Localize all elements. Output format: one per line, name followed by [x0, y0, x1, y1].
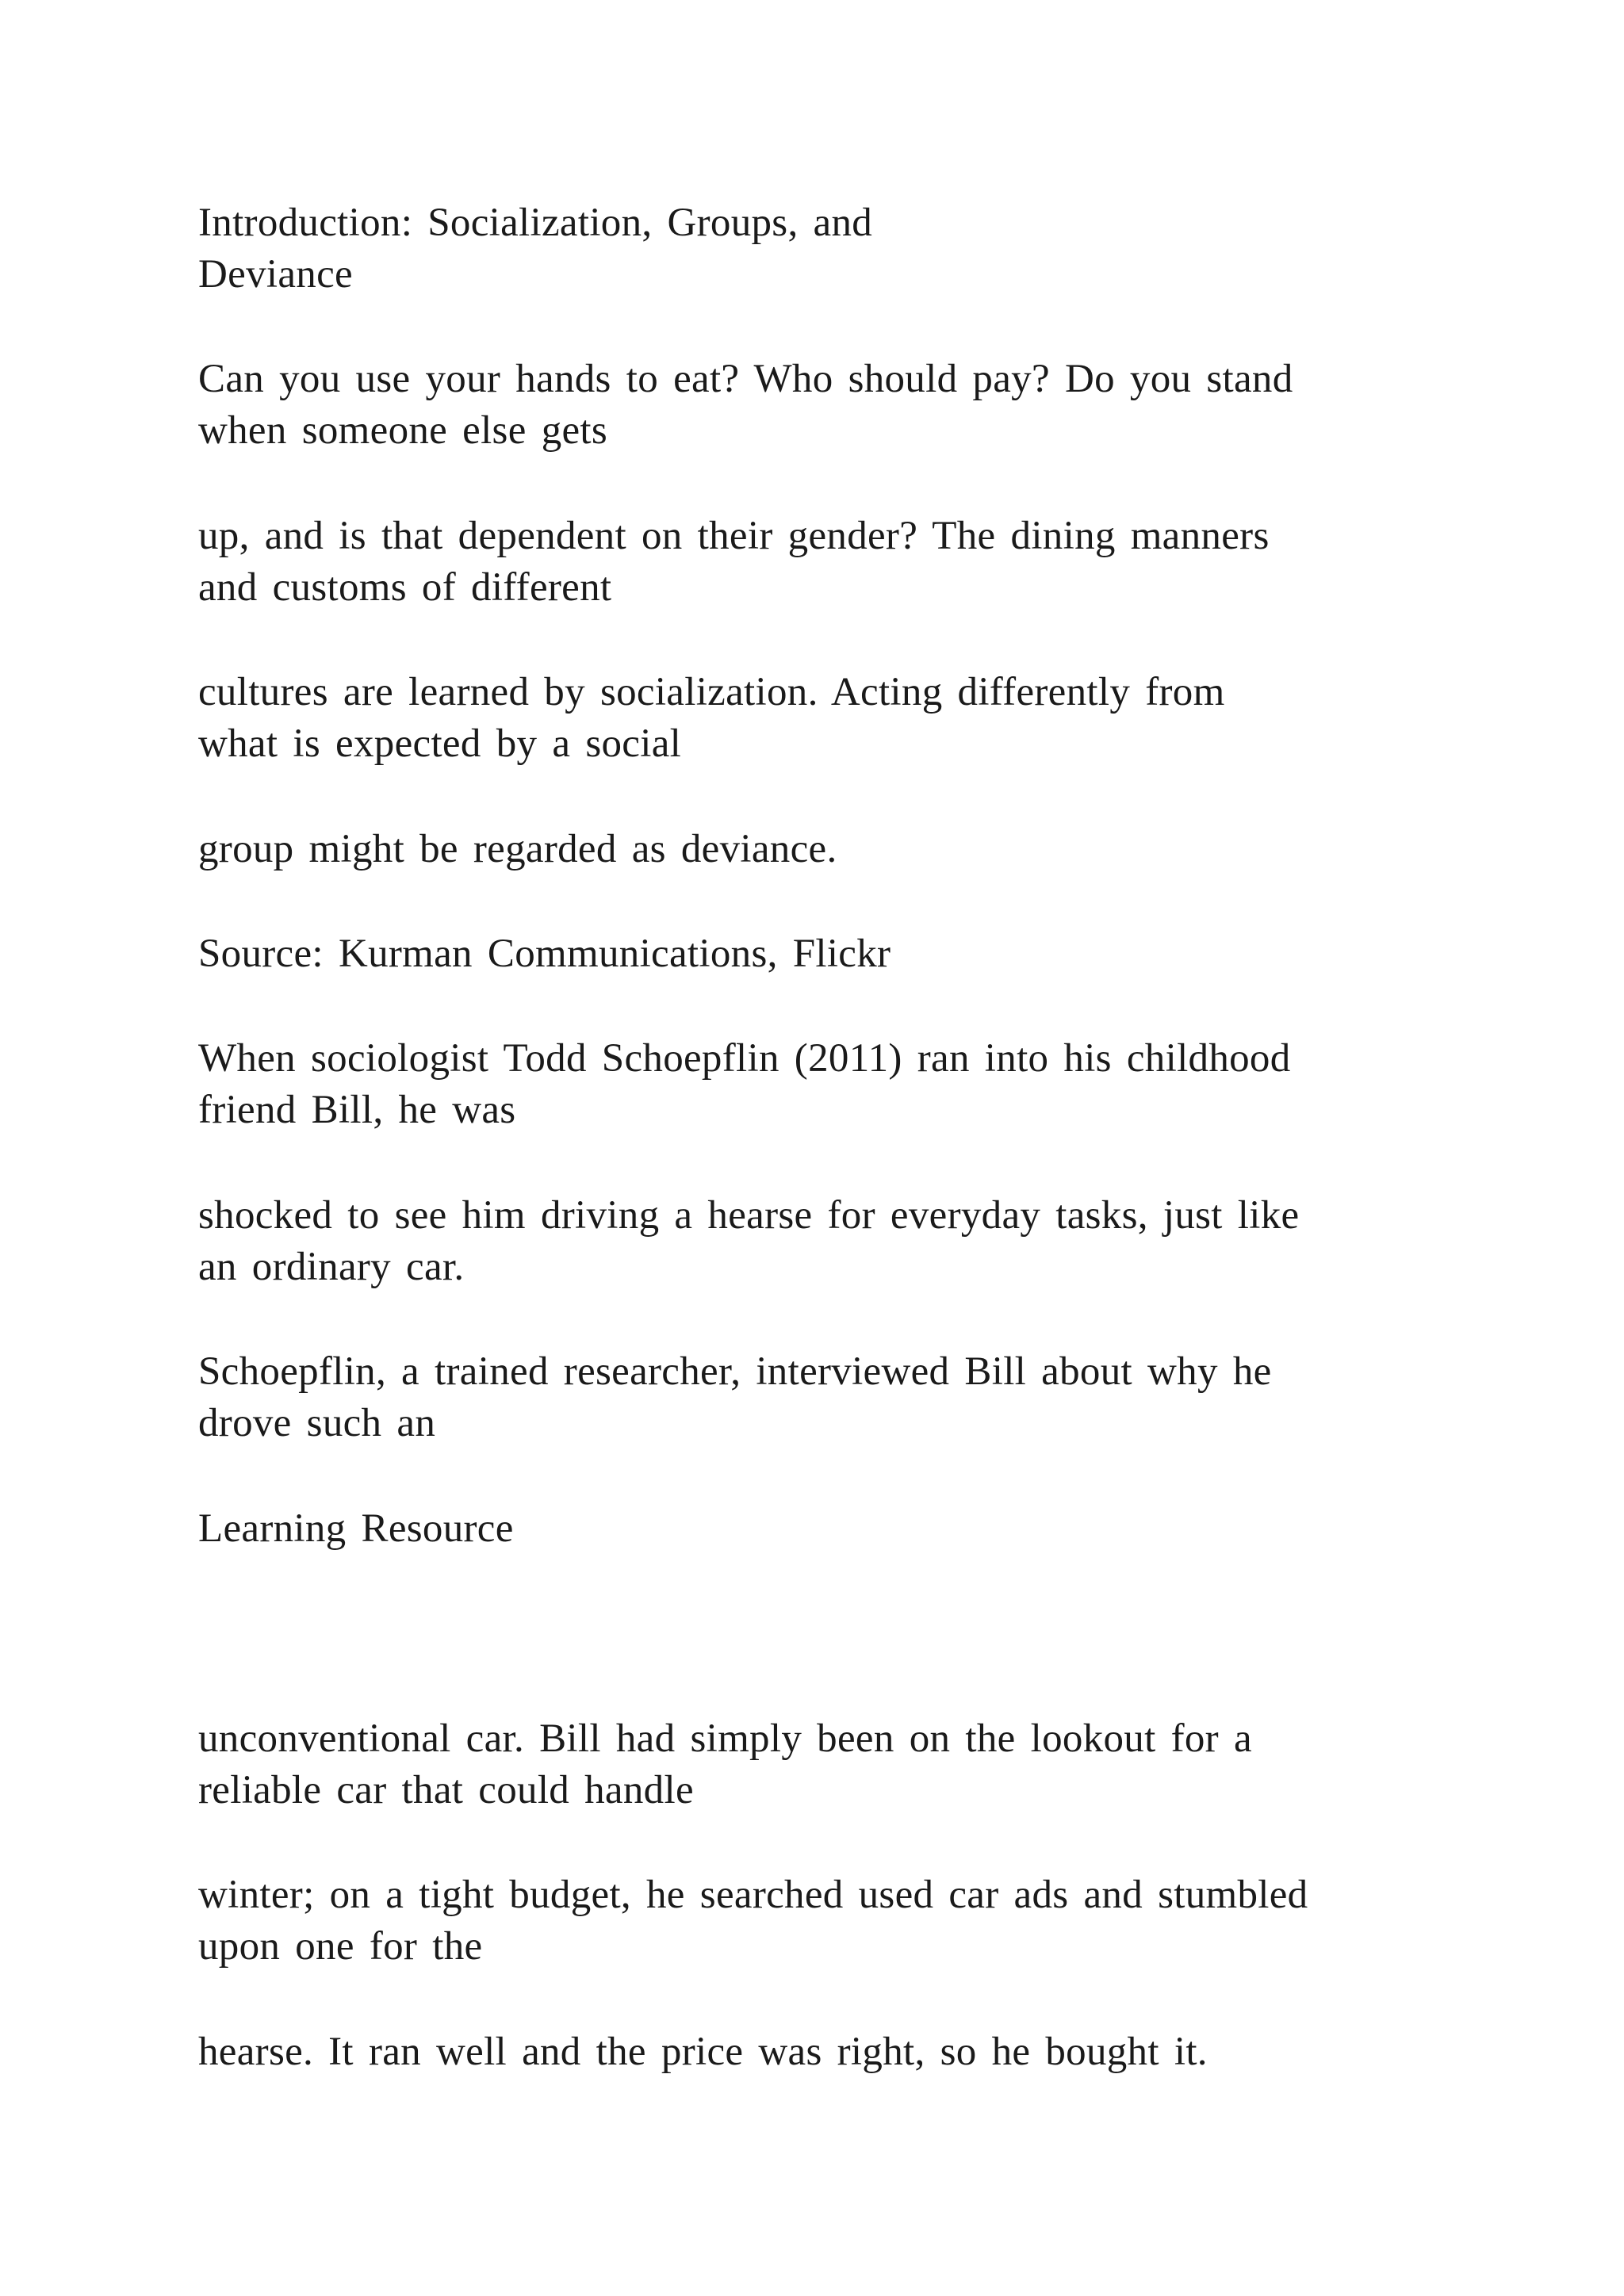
paragraph-line: when someone else gets — [198, 408, 608, 453]
paragraph-line: hearse. It ran well and the price was right, so he bought it. — [198, 2030, 1208, 2074]
paragraph-line: Schoepflin, a trained researcher, interviewed Bill about why he — [198, 1349, 1272, 1394]
paragraph-line: friend Bill, he was — [198, 1088, 516, 1132]
source-caption: Source: Kurman Communications, Flickr — [198, 932, 891, 976]
paragraph-line: group might be regarded as deviance. — [198, 827, 837, 871]
paragraph-line: winter; on a tight budget, he searched used car ads and stumbled — [198, 1873, 1308, 1917]
title-line-1: Introduction: Socialization, Groups, and — [198, 201, 873, 245]
paragraph-line: When sociologist Todd Schoepflin (2011) ran into his childhood — [198, 1036, 1291, 1081]
paragraph-line: and customs of different — [198, 565, 612, 610]
title-line-2: Deviance — [198, 252, 353, 297]
learning-resource-label: Learning Resource — [198, 1506, 514, 1551]
paragraph-line: what is expected by a social — [198, 721, 682, 766]
paragraph-line: an ordinary car. — [198, 1245, 465, 1289]
paragraph-line: upon one for the — [198, 1924, 483, 1969]
paragraph-line: shocked to see him driving a hearse for everyday tasks, just like — [198, 1193, 1300, 1238]
paragraph-line: reliable car that could handle — [198, 1768, 694, 1812]
paragraph-line: drove such an — [198, 1401, 436, 1445]
paragraph-line: unconventional car. Bill had simply been on the lookout for a — [198, 1716, 1252, 1761]
paragraph-line: cultures are learned by socialization. Acting differently from — [198, 670, 1225, 714]
paragraph-line: up, and is that dependent on their gender? The dining manners — [198, 514, 1270, 558]
paragraph-line: Can you use your hands to eat? Who should pay? Do you stand — [198, 357, 1293, 401]
